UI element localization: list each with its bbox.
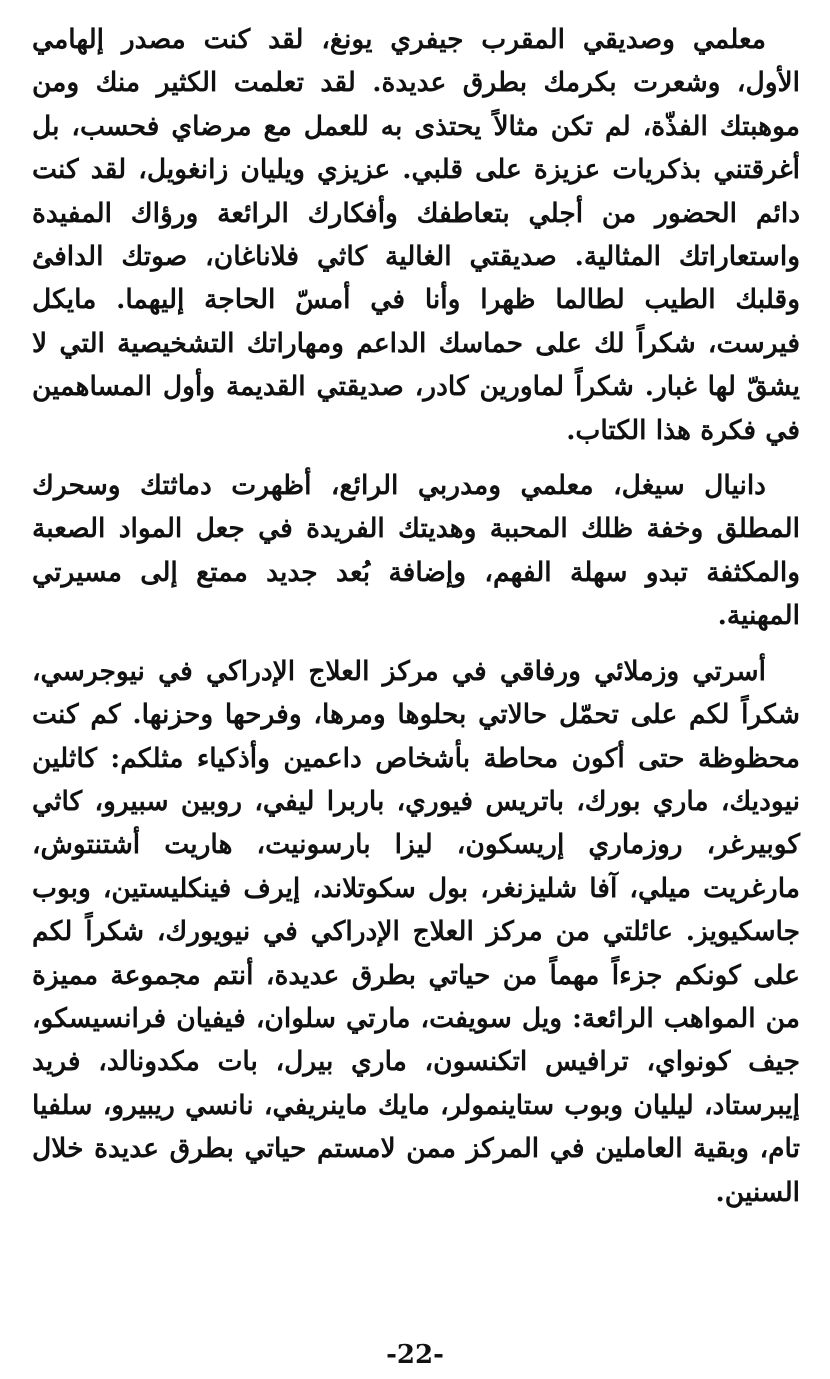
document-body <box>32 18 800 1226</box>
paragraph-acknowledgments-1: معلمي وصديقي المقرب جيفري يونغ، لقد كنت مصدر إلهامي الأول، وشعرت بكرمك بطرق عديدة. لقد تعلمت الكثير منك ومن موهبتك الفذّة، لم تكن مثالاً يحتذى به للعمل مع مرضاي فحسب، بل أغرقتني بذكريات عزيزة على قلبي. عزيزي ويليان زانغويل، لقد كنت دائم الحضور من أجلي بتعاطفك وأفكارك الرائعة ورؤاك المفيدة واستعاراتك المثالية. صديقتي الغالية كاثي فلاناغان، صوتك الدافئ وقلبك الطيب لطالما ظهرا وأنا في أمسّ الحاجة إليهما. مايكل فيرست، شكراً لك على حماسك الداعم ومهاراتك التشخيصية التي لا يشقّ لها غبار. شكراً لماورين كادر، صديقتي القديمة وأول المساهمين في فكرة هذا الكتاب. <box>32 24 800 446</box>
paragraph-acknowledgments-2: دانيال سيغل، معلمي ومدربي الرائع، أظهرت دماثتك وسحرك المطلق وخفة ظلك المحببة وهديتك الفريدة في جعل المواد الصعبة والمكثفة تبدو سهلة الفهم، وإضافة بُعد جديد ممتع إلى مسيرتي المهنية. <box>32 470 800 632</box>
paragraph-acknowledgments-3: أسرتي وزملائي ورفاقي في مركز العلاج الإدراكي في نيوجرسي، شكراً لكم على تحمّل حالاتي بحلوها ومرها، وفرحها وحزنها. كم كنت محظوظة حتى أكون محاطة بأشخاص داعمين وأذكياء مثلكم: كاثلين نيوديك، ماري بورك، باتريس فيوري، باربرا ليفي، روبين سبيرو، كاثي كوبيرغر، روزماري إريسكون، ليزا بارسونيت، هاريت أشتنتوش، مارغريت ميلي، آفا شليزنغر، بول سكوتلاند، إيرف فينكليستين، وبوب جاسكيويز. عائلتي من مركز العلاج الإدراكي في نيويورك، شكراً لكم على كونكم جزءاً مهماً من حياتي بطرق عديدة، أنتم مجموعة مميزة من المواهب الرائعة: ويل سويفت، مارتي سلوان، فيفيان فرانسيسكو، جيف كونواي، ترافيس اتكنسون، ماري بيرل، بات مكدونالد، فريد إيبرستاد، ليليان وبوب ستاينمولر، مايك ماينريفي، نانسي ريبيرو، سلفيا تام، وبقية العاملين في المركز ممن لامستم حياتي بطرق عديدة خلال السنين. <box>32 655 800 1208</box>
page-number: -22- <box>386 1340 444 1370</box>
